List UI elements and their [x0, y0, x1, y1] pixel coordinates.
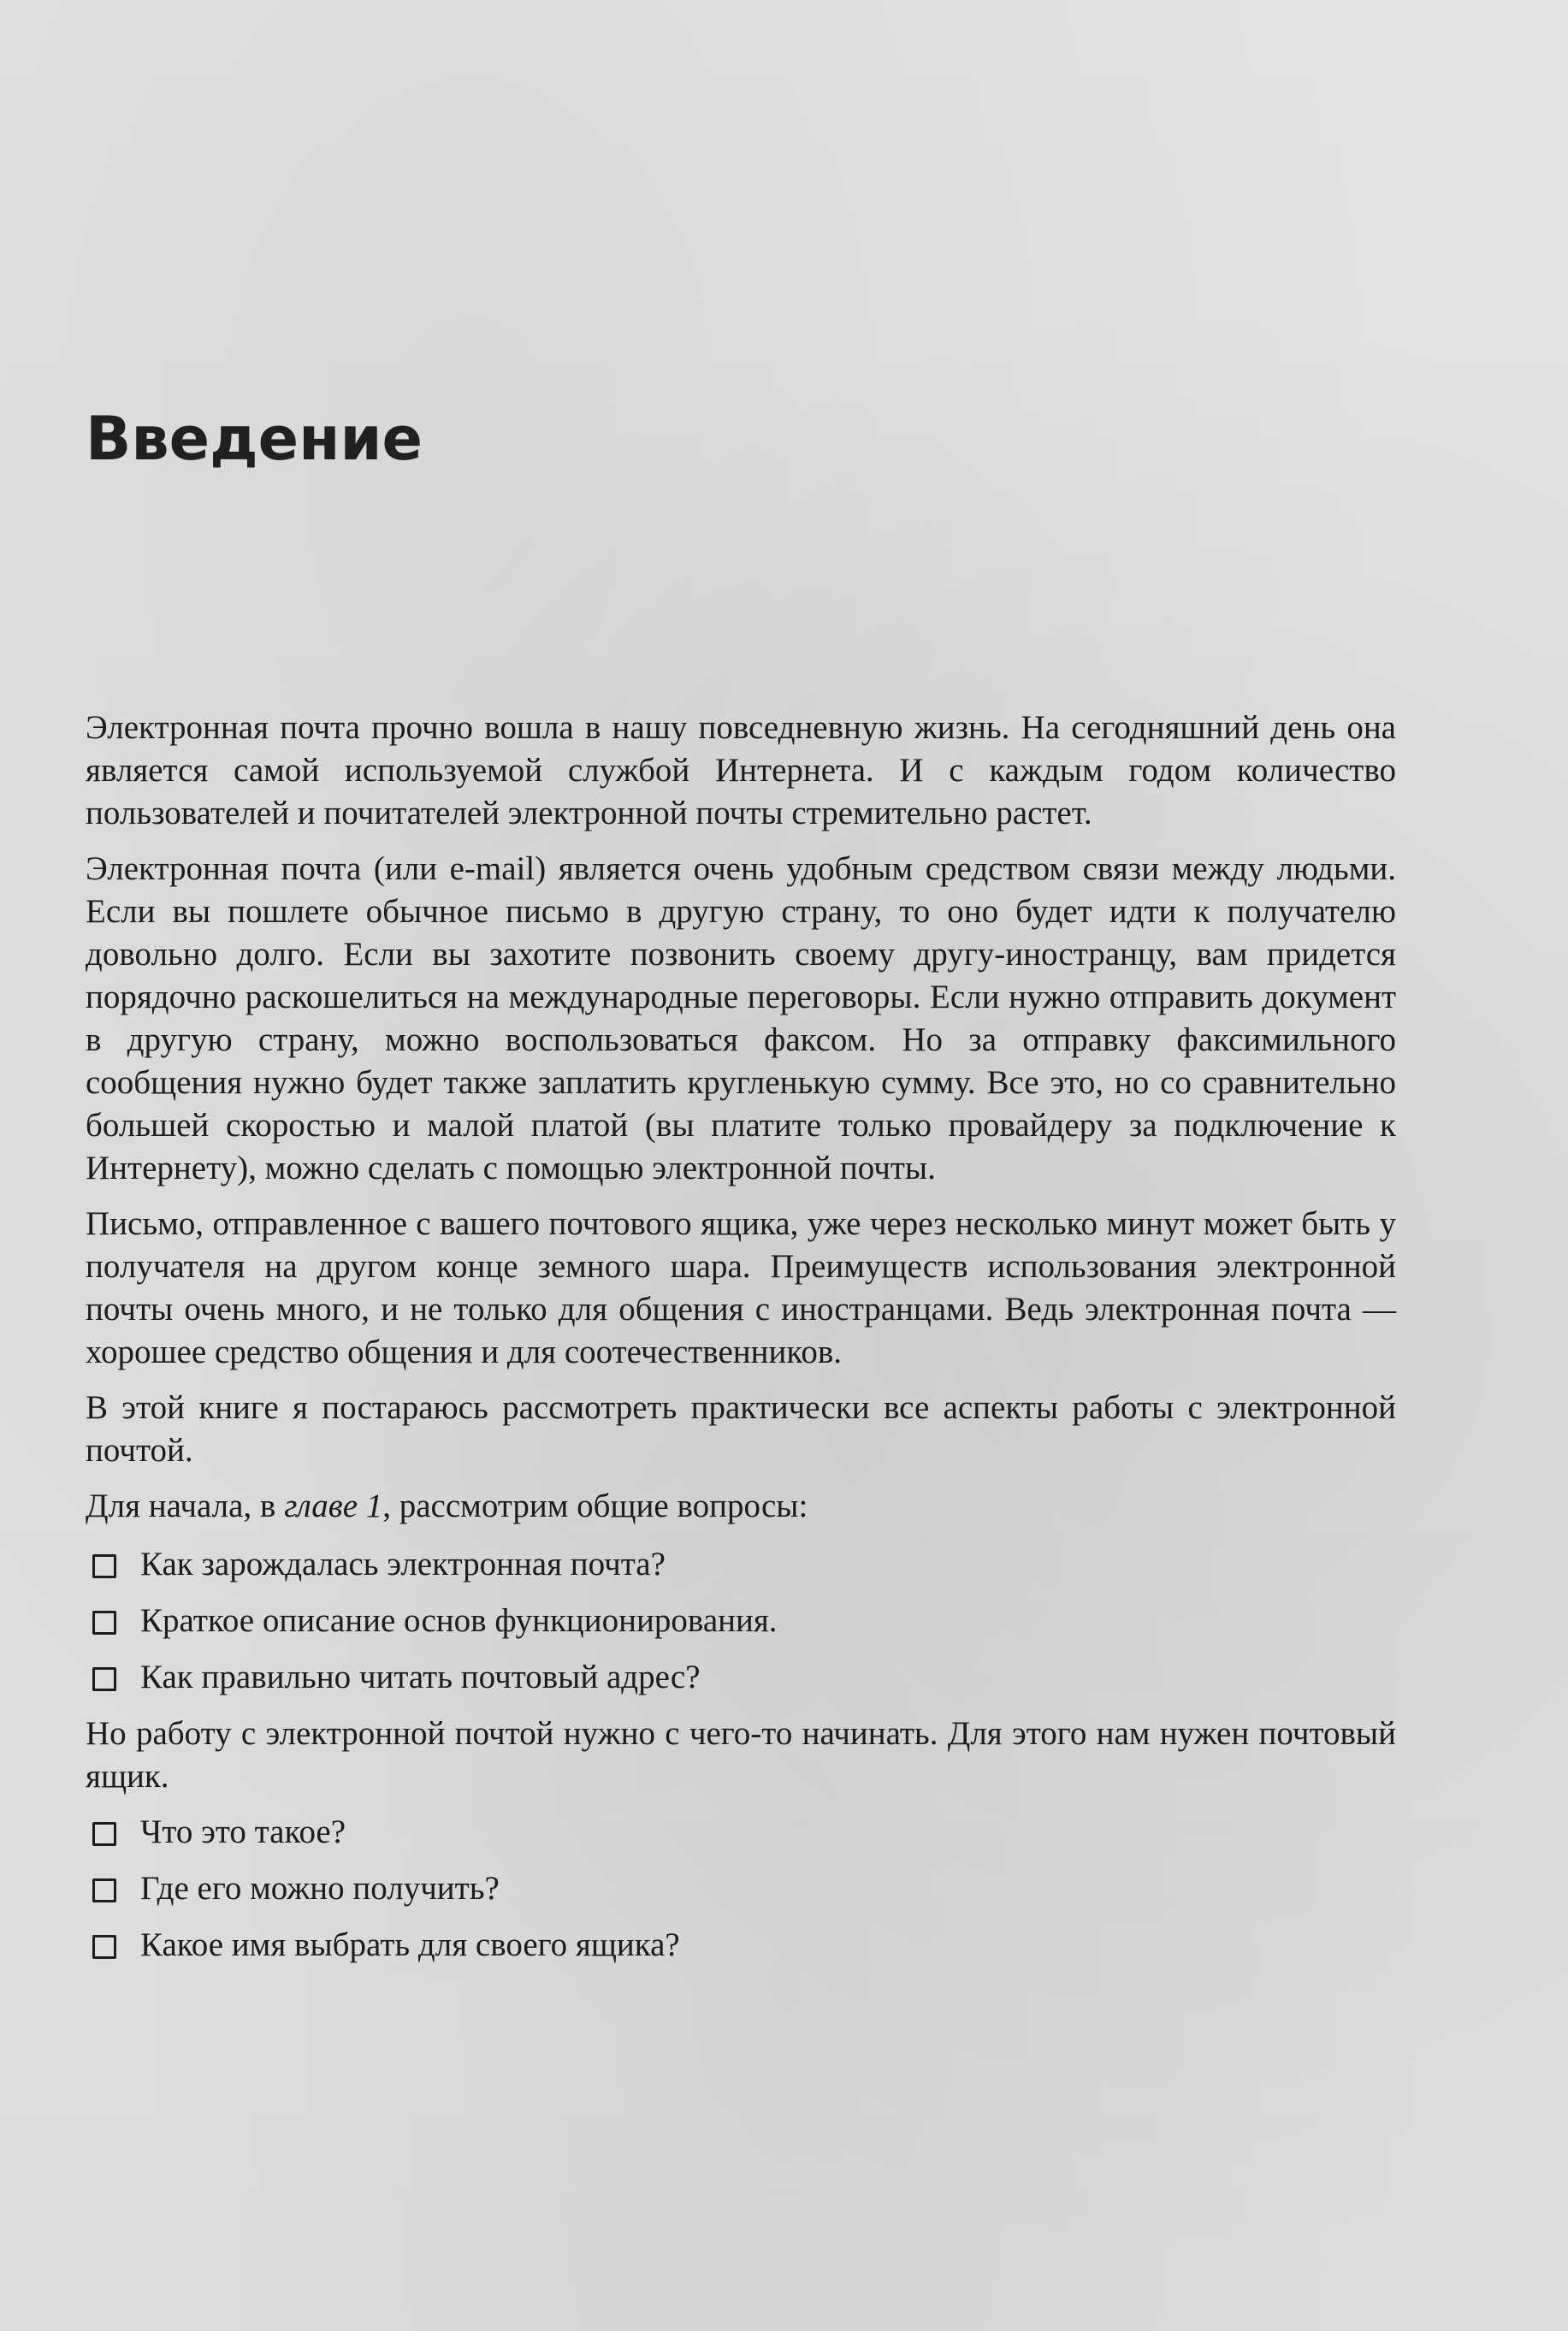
checkbox-bullet-icon [92, 1611, 116, 1635]
list-item [86, 1924, 1396, 1967]
chapter-title: Введение [86, 404, 423, 474]
list-item [86, 1811, 1396, 1854]
list-item-text: Краткое описание основ функционирования. [140, 1602, 778, 1639]
list-item [86, 1867, 1396, 1910]
checkbox-bullet-icon [92, 1667, 116, 1691]
paragraph-email-benefits: Электронная почта (или e-mail) является очень удобным средством связи между людьми. Если вы пошлете обычное письмо в другую страну, то оно будет идти к получателю довольно долго. Если вы захотите позвонить своему другу-иностранцу, вам придется порядочно раскошелиться на международные переговоры. Если нужно отправить документ в другую страну, можно воспользоваться факсом. Но за отправку факсимильного сообщения нужно будет также заплатить кругленькую сумму. Все это, но со сравнительно большей скоростью и малой платой (вы платите только провайдеру за подключение к Интернету), можно сделать с помощью электронной почты. [86, 850, 1396, 1186]
checkbox-bullet-icon [92, 1935, 116, 1959]
paragraph-intro: Электронная почта прочно вошла в нашу повседневную жизнь. На сегодняшний день она является самой используемой службой Интернета. И с каждым годом количество пользователей и почитателей электронной почты стремительно растет. [86, 709, 1396, 831]
paragraph-book-scope: В этой книге я постараюсь рассмотреть практически все аспекты работы с электронной почтой. [86, 1389, 1396, 1469]
list-item-text: Как правильно читать почтовый адрес? [140, 1659, 701, 1695]
list-item [86, 1543, 1396, 1586]
mailbox-questions-list [86, 1811, 1396, 1967]
paragraph-delivery-speed: Письмо, отправленное с вашего почтового ящика, уже через несколько минут может быть у получателя на другом конце земного шара. Преимуществ использования электронной почты очень много, и не только для общения с иностранцами. Ведь электронная почта — хорошее средство общения и для соотечественников. [86, 1205, 1396, 1370]
list-item [86, 1656, 1396, 1699]
page-body [86, 707, 1396, 1980]
chapter-one-intro [86, 1485, 1396, 1528]
list-item-text: Как зарождалась электронная почта? [140, 1546, 666, 1583]
checkbox-bullet-icon [92, 1878, 116, 1902]
chapter-intro-after: , рассмотрим общие вопросы: [382, 1488, 808, 1524]
general-questions-list [86, 1543, 1396, 1699]
paragraph-mailbox-intro: Но работу с электронной почтой нужно с чего-то начинать. Для этого нам нужен почтовый ящик. [86, 1715, 1396, 1795]
list-item-text: Что это такое? [140, 1813, 346, 1850]
list-item-text: Какое имя выбрать для своего ящика? [140, 1926, 680, 1963]
list-item [86, 1600, 1396, 1642]
chapter-reference: главе 1 [284, 1488, 383, 1524]
checkbox-bullet-icon [92, 1554, 116, 1578]
checkbox-bullet-icon [92, 1822, 116, 1846]
list-item-text: Где его можно получить? [140, 1870, 500, 1907]
chapter-intro-before: Для начала, в [86, 1488, 285, 1524]
